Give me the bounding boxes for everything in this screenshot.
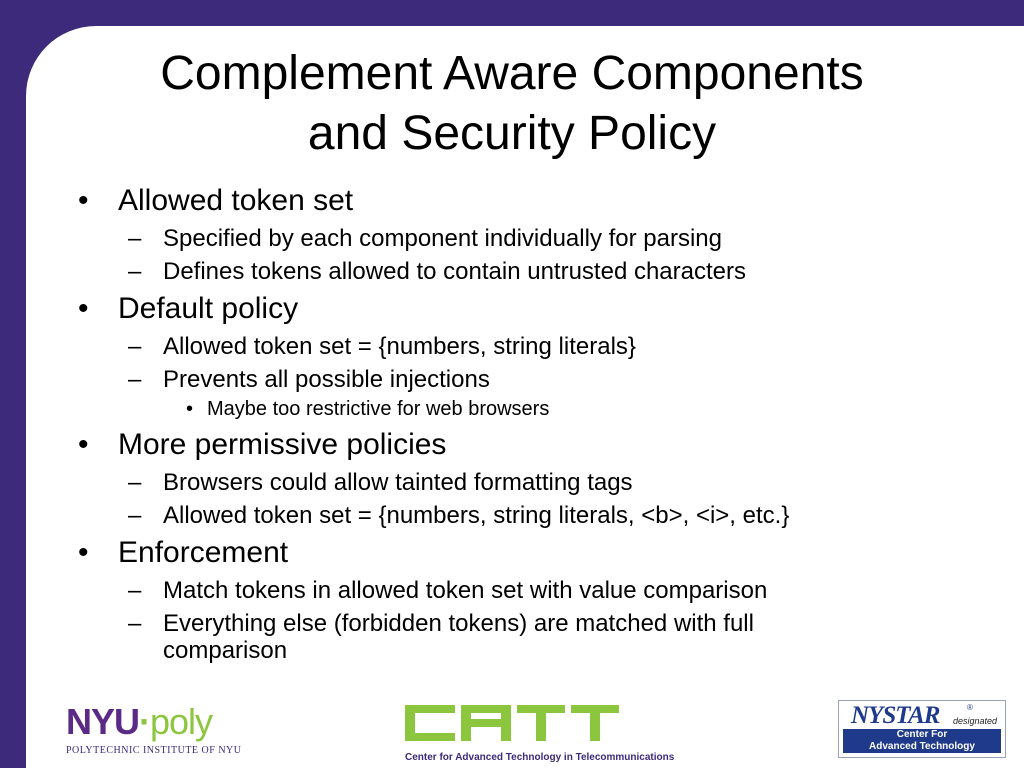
nyu-subtitle: POLYTECHNIC INSTITUTE OF NYU [66, 745, 242, 756]
sub-bullet-item [78, 333, 978, 360]
sub-bullet-text: Prevents all possible injections [163, 366, 490, 393]
slide-title [0, 44, 1024, 164]
nyu-poly-logo [66, 703, 242, 756]
sub-sub-bullet-text: Maybe too restrictive for web browsers [207, 398, 550, 420]
sub-bullet-text: Defines tokens allowed to contain untrusted characters [163, 258, 746, 285]
dash-marker: – [128, 610, 142, 637]
dash-marker: – [128, 366, 142, 393]
bullet-text: Allowed token set [118, 184, 354, 217]
bullet-list [78, 181, 978, 664]
catt-logo [405, 705, 675, 763]
sub-bullet-item [78, 577, 978, 604]
nystar-designated: designated [953, 716, 998, 726]
sub-bullet-text: Allowed token set = {numbers, string literals} [163, 333, 636, 360]
title-line-1: Complement Aware Components [160, 47, 864, 100]
bullet-text: More permissive policies [118, 428, 447, 461]
sub-bullet-text: Everything else (forbidden tokens) are matched with full comparison [163, 610, 754, 664]
catt-subtitle: Center for Advanced Technology in Telecommunications [405, 752, 675, 763]
title-line-2: and Security Policy [307, 107, 717, 160]
dash-marker: – [128, 333, 142, 360]
dash-marker: – [128, 225, 142, 252]
nystar-logo [838, 700, 1006, 758]
sub-bullet-text: Allowed token set = {numbers, string literals, <b>, <i>, etc.} [163, 502, 790, 529]
bullet-text: Default policy [118, 292, 299, 325]
sub-sub-bullet-item [78, 397, 978, 421]
bullet-marker: • [186, 398, 194, 420]
sub-bullet-item [78, 258, 978, 285]
sub-bullet-text: Browsers could allow tainted formatting tags [163, 469, 633, 496]
bullet-text: Enforcement [118, 536, 289, 569]
bullet-item [78, 535, 978, 571]
nystar-wordmark: NYSTAR [851, 702, 940, 729]
nyu-poly-wordmark: NYU·poly [66, 701, 213, 742]
bullet-item [78, 291, 978, 327]
bullet-marker: • [78, 428, 89, 461]
bullet-item [78, 183, 978, 219]
sub-bullet-text: Specified by each component individually for parsing [163, 225, 722, 252]
sub-bullet-item [78, 502, 978, 529]
bullet-marker: • [78, 292, 89, 325]
nystar-band: Center For Advanced Technology [843, 729, 1001, 753]
bullet-item [78, 427, 978, 463]
dash-marker: – [128, 469, 142, 496]
registered-mark: ® [967, 703, 973, 712]
sub-bullet-item [78, 225, 978, 252]
catt-wordmark-icon [405, 705, 621, 741]
dash-marker: – [128, 502, 142, 529]
sub-bullet-text: Match tokens in allowed token set with value comparison [163, 577, 768, 604]
sub-bullet-item [78, 469, 978, 496]
sub-bullet-item [78, 610, 863, 664]
dash-marker: – [128, 577, 142, 604]
dash-marker: – [128, 258, 142, 285]
bullet-marker: • [78, 536, 89, 569]
sub-bullet-item [78, 366, 978, 393]
bullet-marker: • [78, 184, 89, 217]
